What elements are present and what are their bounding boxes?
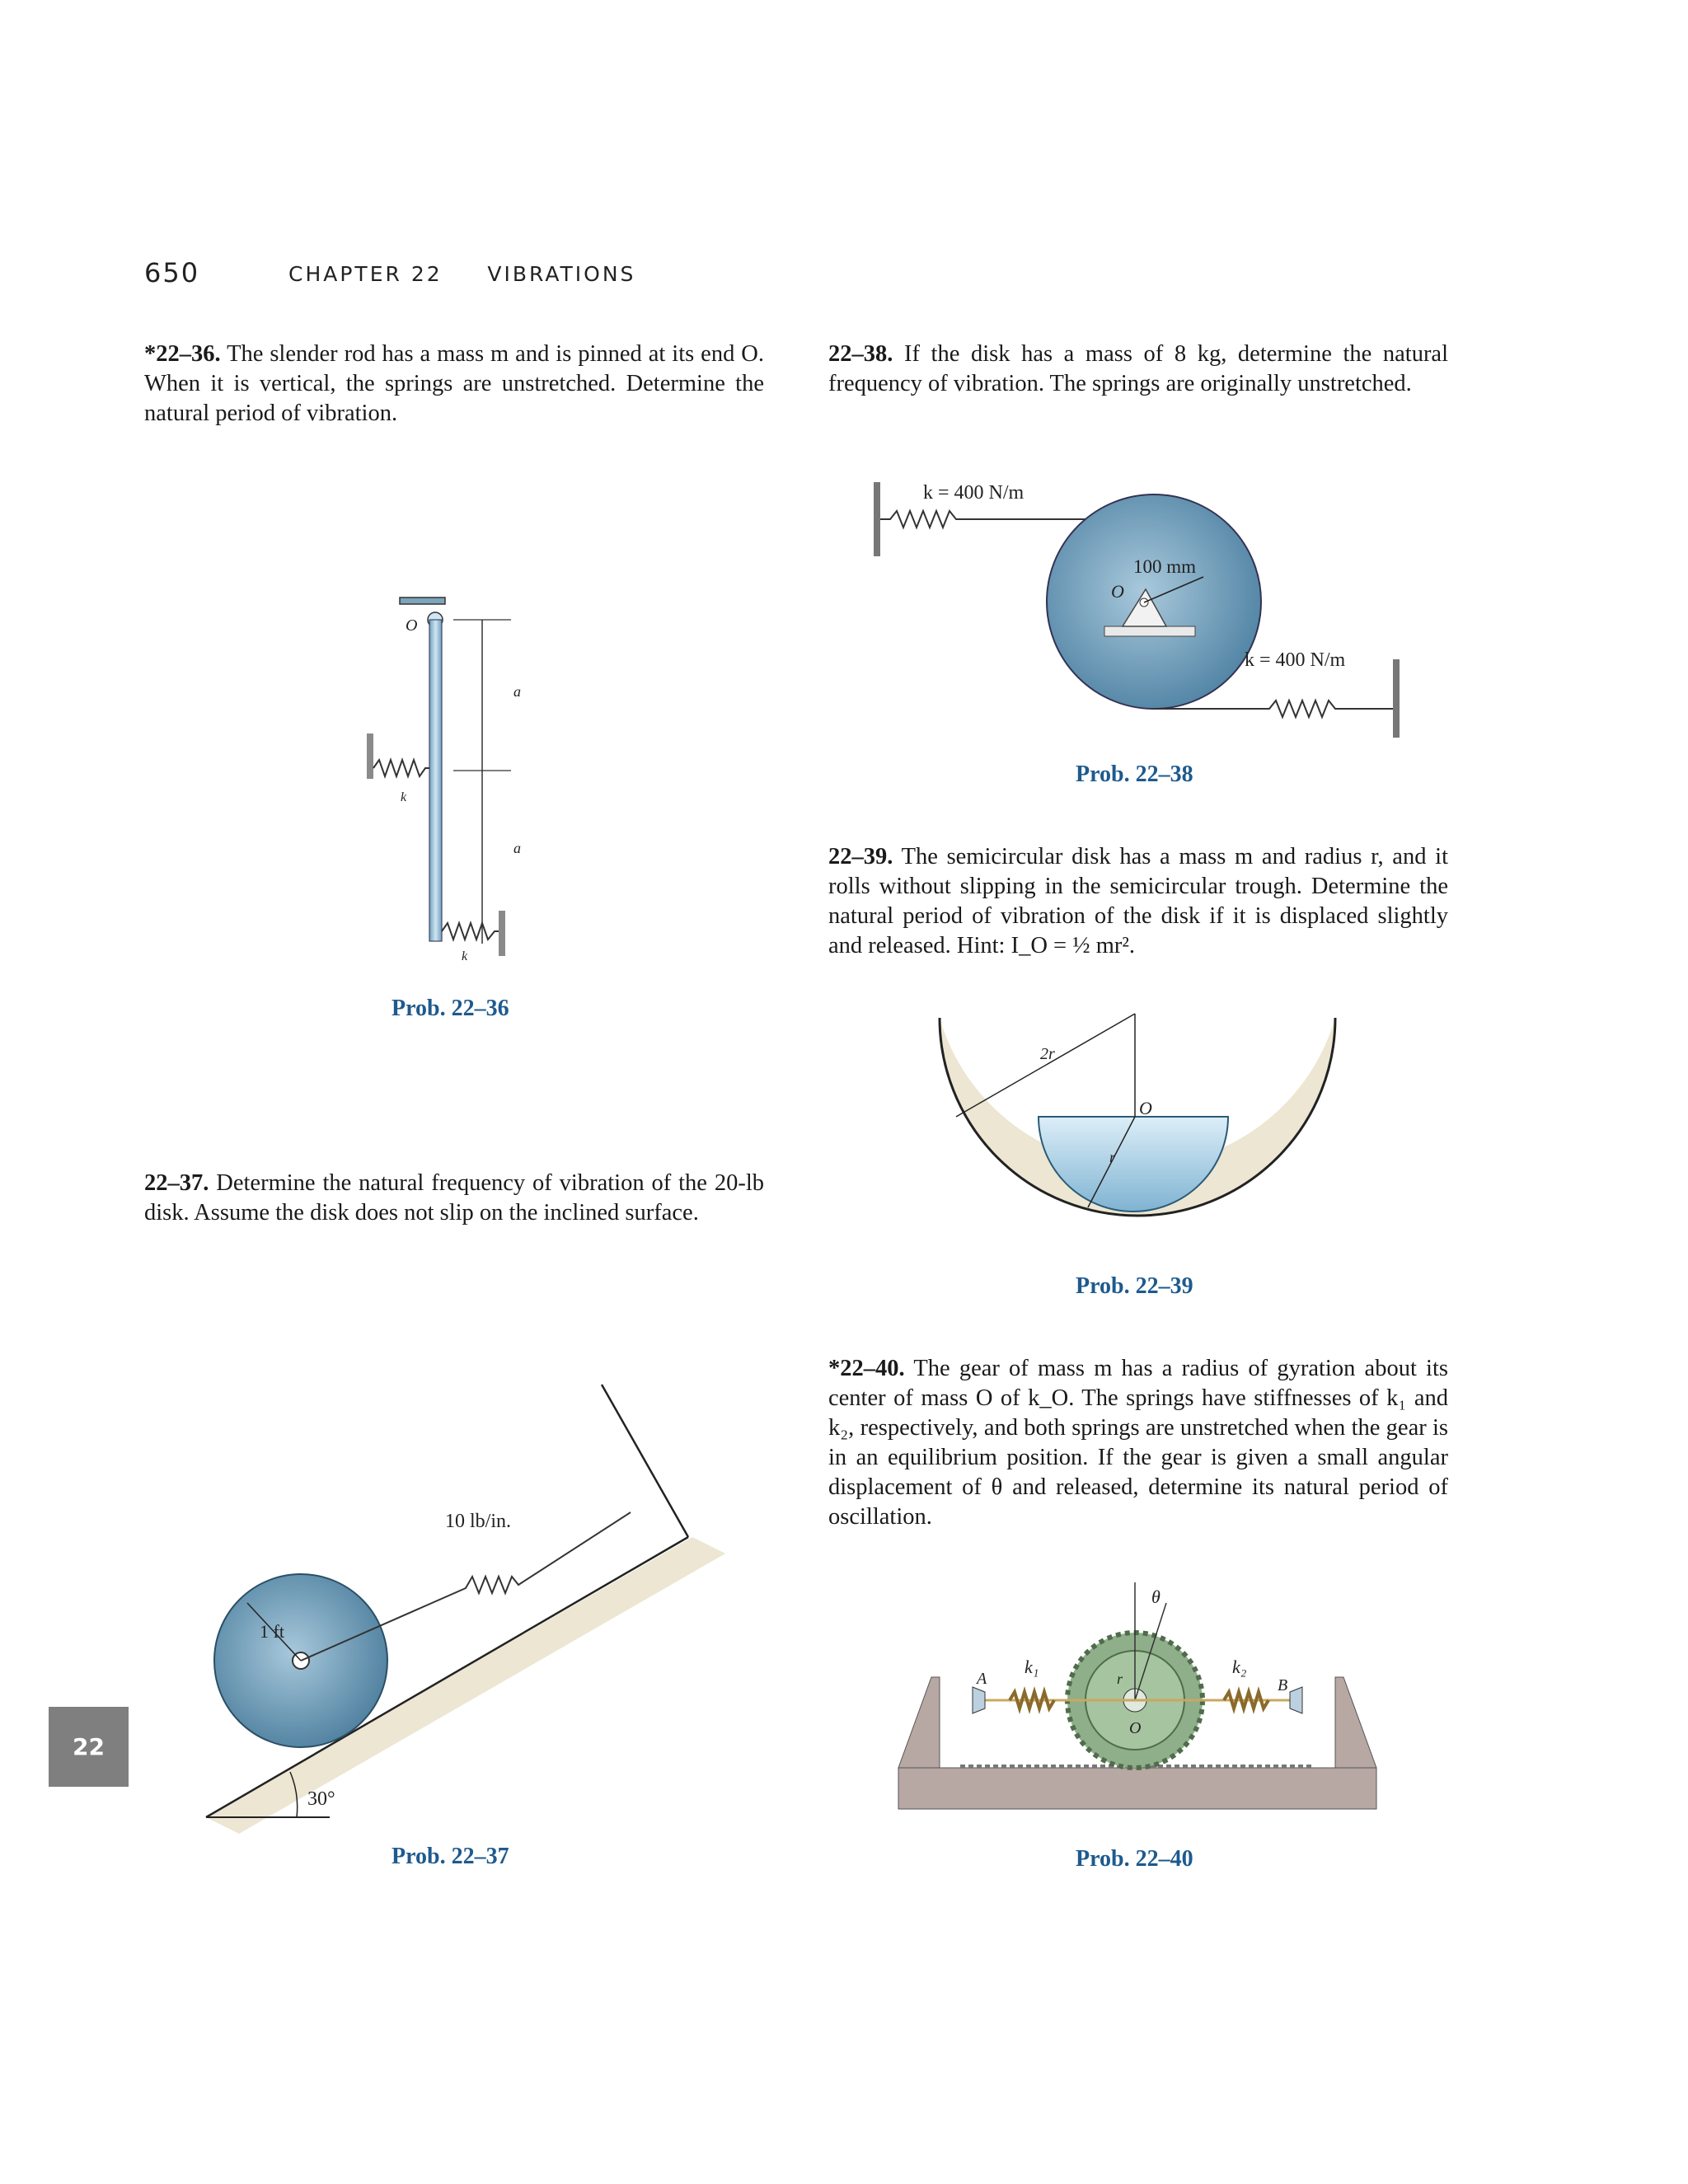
spring-k-label: k: [462, 949, 468, 963]
pin-label: O: [1111, 581, 1124, 602]
chapter-tab: 22: [49, 1707, 129, 1787]
angle-label: 30°: [307, 1788, 335, 1810]
theta-label: θ: [1151, 1586, 1160, 1607]
center-label: O: [1139, 1098, 1152, 1118]
gear-figure: [894, 1578, 1381, 1817]
center-label: O: [1129, 1719, 1142, 1737]
point-b-label: B: [1278, 1676, 1288, 1694]
inclined-disk-figure: [198, 1380, 725, 1834]
caption-22-40: Prob. 22–40: [1076, 1846, 1193, 1872]
problem-22-36: [144, 340, 764, 429]
disk-spring-figure: [857, 474, 1418, 746]
problem-number: *22–40.: [828, 1356, 905, 1381]
gear-radius-label: r: [1117, 1671, 1123, 1687]
problem-22-39: [828, 842, 1448, 961]
chapter-label: CHAPTER 22: [288, 262, 443, 286]
problem-number: *22–36.: [144, 341, 221, 367]
caption-22-39: Prob. 22–39: [1076, 1273, 1193, 1299]
dim-a-label: a: [513, 683, 521, 700]
rod-figure: [363, 585, 560, 972]
page-number: 650: [144, 257, 200, 288]
radius-label: 1 ft: [260, 1621, 284, 1642]
trough-radius-label: 2r: [1040, 1045, 1055, 1063]
problem-22-40: [828, 1354, 1448, 1532]
dim-a-label: a: [513, 840, 521, 856]
k2-label: k₂: [1232, 1657, 1247, 1677]
problem-22-37: [144, 1169, 764, 1228]
k1-label: k₁: [1025, 1657, 1039, 1677]
problem-text: The semicircular disk has a mass m and radius r, and it rolls without slipping in the semicircular trough. Determine the natural period of vibration of the disk if it is displaced slightly and released. Hint: I_O = ½ mr².: [828, 844, 1448, 958]
trough-figure: [923, 1010, 1352, 1257]
caption-22-37: Prob. 22–37: [392, 1844, 509, 1869]
radius-label: r: [1109, 1149, 1116, 1165]
problem-number: 22–38.: [828, 341, 893, 367]
running-header: [288, 262, 635, 286]
spring-top-label: k = 400 N/m: [923, 482, 1025, 504]
chapter-title: VIBRATIONS: [487, 262, 636, 286]
stiffness-label: 10 lb/in.: [445, 1511, 512, 1532]
caption-22-36: Prob. 22–36: [392, 996, 509, 1021]
problem-text: Determine the natural frequency of vibration of the 20-lb disk. Assume the disk does not slip on the inclined surface.: [144, 1170, 764, 1226]
point-a-label: A: [977, 1670, 987, 1688]
problem-number: 22–39.: [828, 844, 893, 869]
problem-text: The slender rod has a mass m and is pinned at its end O. When it is vertical, the springs are unstretched. Determine the natural period of vibration.: [144, 341, 764, 426]
spring-bottom-label: k = 400 N/m: [1245, 649, 1346, 671]
problem-22-38: [828, 340, 1448, 399]
problem-text: If the disk has a mass of 8 kg, determine the natural frequency of vibration. The springs are originally unstretched.: [828, 341, 1448, 396]
problem-text: The gear of mass m has a radius of gyration about its center of mass O of k_O. The springs have stiffnesses of k₁ and k₂, respectively, and both springs are unstretched when the gear is in an equilibrium position. If the gear is given a small angular displacement of θ and released, determine its natural period of oscillation.: [828, 1356, 1448, 1530]
problem-number: 22–37.: [144, 1170, 209, 1196]
caption-22-38: Prob. 22–38: [1076, 762, 1193, 787]
radius-label: 100 mm: [1133, 556, 1197, 577]
pin-label: O: [406, 616, 418, 635]
spring-k-label: k: [401, 790, 407, 804]
